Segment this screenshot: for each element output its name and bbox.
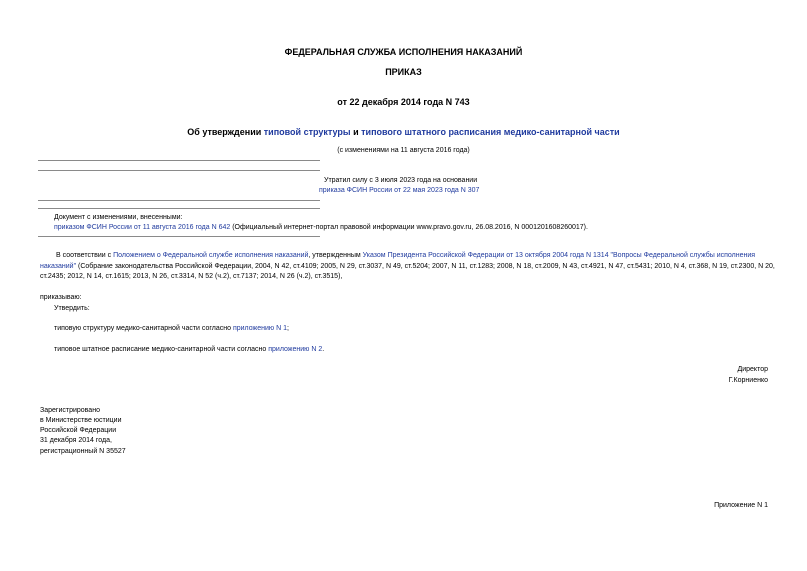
title-text-2: и — [350, 127, 362, 137]
presidential-decree-link[interactable]: Указом Президента Российской Федерации от 13 октября 2004 года N 1314 "Вопросы Федеральной службы исполнения наказаний" — [40, 252, 756, 270]
order-item-2-text: типовое штатное расписание медико-санитарной части согласно — [54, 346, 269, 353]
divider-line — [38, 236, 320, 237]
divider-line — [38, 160, 320, 161]
divider-line — [38, 170, 320, 171]
signature-position: Директор — [737, 366, 768, 373]
doc-date-number: от 22 декабря 2014 года N 743 — [337, 97, 470, 107]
changes-line — [54, 223, 588, 233]
approve-text: Утвердить: — [54, 305, 90, 312]
signature-name: Г.Корниенко — [728, 377, 768, 384]
preamble-paragraph — [40, 251, 778, 283]
registration-line-5: регистрационный N 35527 — [40, 448, 126, 455]
regulation-link[interactable]: Положением о Федеральной службе исполнения наказаний — [113, 252, 309, 259]
prikazyvayu-text: приказываю: — [40, 294, 82, 301]
title-link-staff-schedule[interactable]: типового штатного расписания медико-санитарной части — [361, 127, 620, 137]
appendix-2-link[interactable]: приложению N 2 — [268, 346, 323, 353]
preamble-text-1: В соответствии с — [56, 252, 114, 259]
changes-order-link[interactable]: приказом ФСИН России от 11 августа 2016 года N 642 — [54, 224, 231, 231]
registration-line-3: Российской Федерации — [40, 427, 117, 434]
doc-type-heading: ПРИКАЗ — [385, 67, 422, 77]
title-link-structure[interactable]: типовой структуры — [263, 127, 351, 137]
appendix-1-link[interactable]: приложению N 1 — [232, 325, 287, 332]
order-item-1-text: типовую структуру медико-санитарной части согласно — [54, 325, 233, 332]
preamble-text-3: (Собрание законодательства Российской Федерации, 2004, N 42, ст.4109; 2005, N 29, ст.3037, N 49, ст.5204; 2007, N 11, ст.1283; 2008, N 18, ст.2009, N 43, ст.4921, N 47, ст.5431; 2010, N 4, ст.368, N 19, ст.2300, N 20, ст.2435; 2012, N 14, ст.1615; 2013, N 26, ст.3314, N 52 (ч.2), ст.7137; 2014, N 26 (ч.2), ст.3515), — [40, 262, 775, 280]
title-text-1: Об утверждении — [187, 127, 264, 137]
preamble-text-2: , утвержденным — [308, 252, 363, 259]
registration-line-4: 31 декабря 2014 года, — [40, 437, 112, 444]
amendment-note: (с изменениями на 11 августа 2016 года) — [337, 147, 470, 154]
changes-heading: Документ с изменениями, внесенными: — [54, 214, 183, 221]
registration-line-2: в Министерстве юстиции — [40, 417, 122, 424]
agency-heading: ФЕДЕРАЛЬНАЯ СЛУЖБА ИСПОЛНЕНИЯ НАКАЗАНИЙ — [284, 47, 523, 57]
order-item-1 — [54, 324, 289, 334]
order-item-1-end: ; — [286, 325, 289, 332]
doc-title — [0, 127, 807, 137]
divider-line — [38, 200, 320, 201]
expired-order-link[interactable]: приказа ФСИН России от 22 мая 2023 года N 307 — [319, 187, 480, 194]
changes-source: (Официальный интернет-портал правовой информации www.pravo.gov.ru, 26.08.2016, N 0001201608260017). — [230, 224, 588, 231]
registration-line-1: Зарегистрировано — [40, 407, 100, 414]
order-item-2-end: . — [322, 346, 325, 353]
divider-line — [38, 208, 320, 209]
order-item-2 — [54, 345, 324, 355]
expired-notice: Утратил силу с 3 июля 2023 года на основании — [324, 177, 478, 184]
appendix-label: Приложение N 1 — [714, 502, 768, 509]
